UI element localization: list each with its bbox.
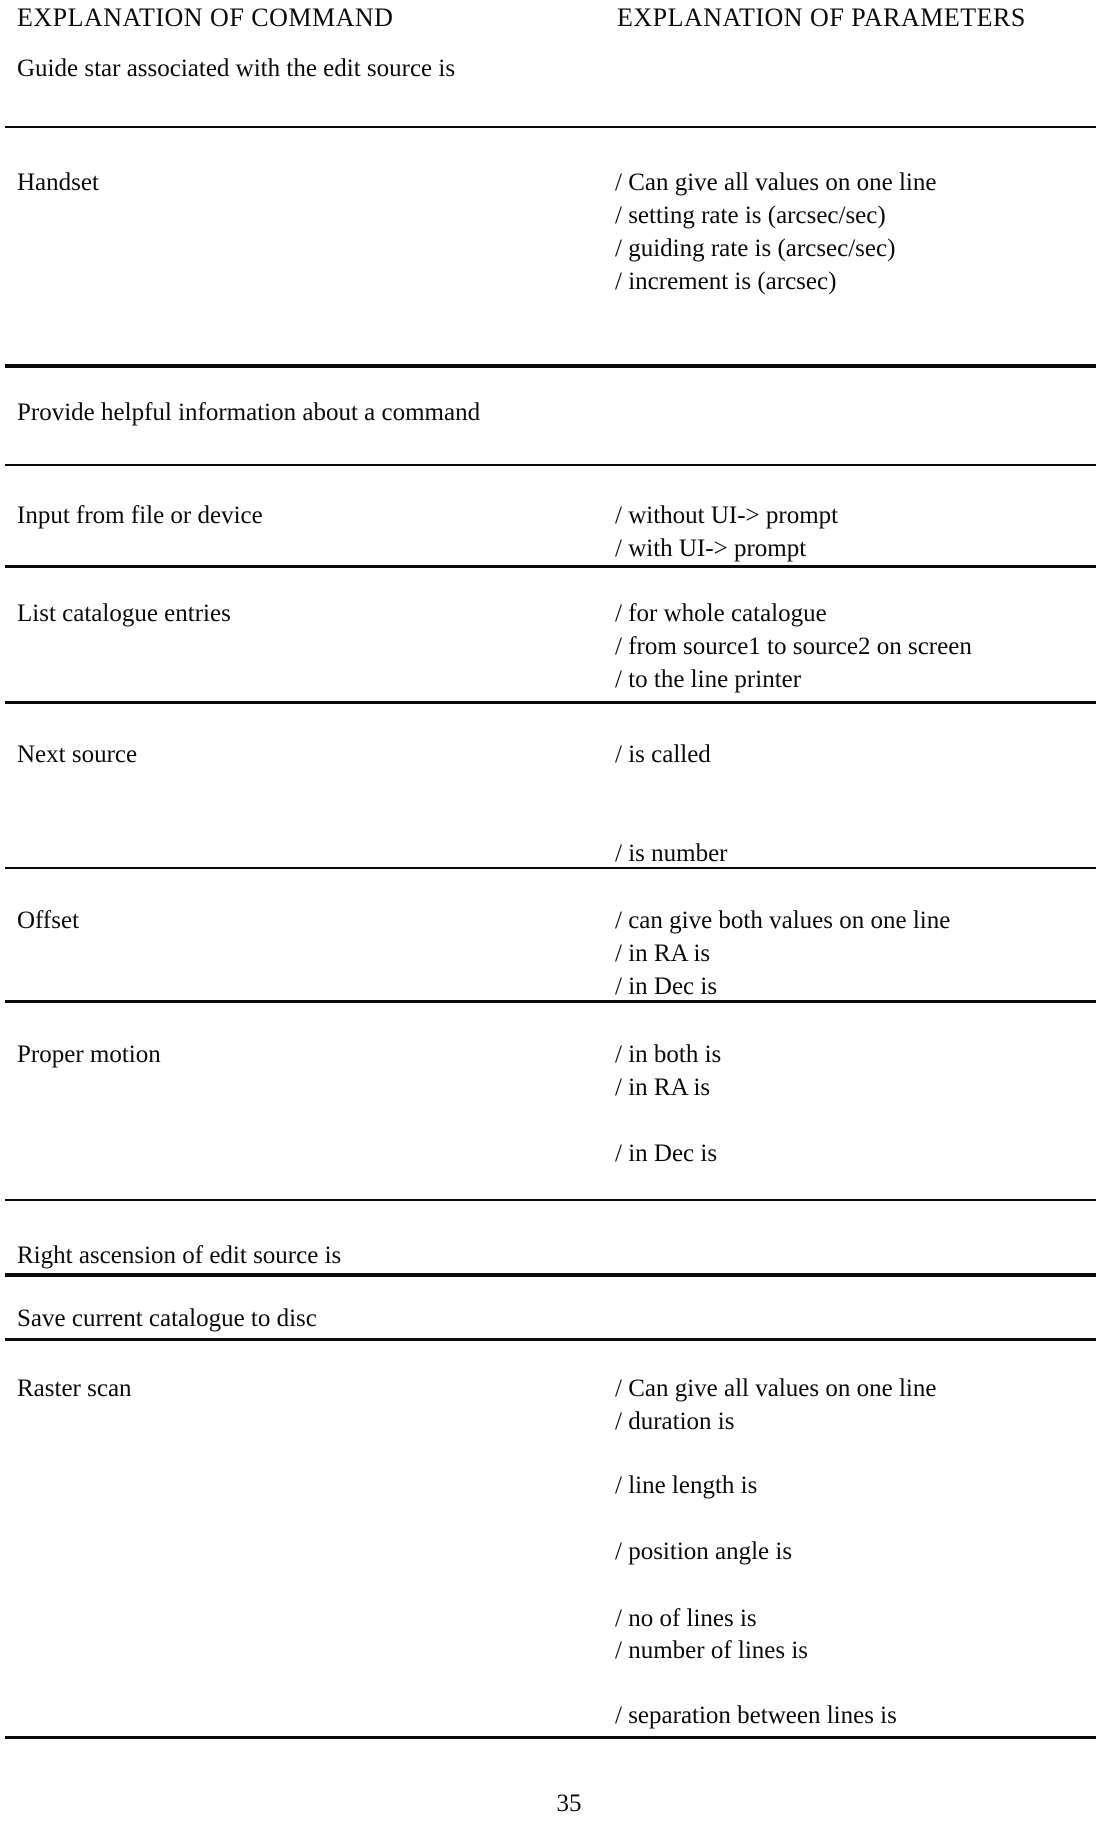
column-header-parameters: EXPLANATION OF PARAMETERS [617,3,1026,32]
param-line: / in RA is [615,940,711,967]
param-line: / in Dec is [615,1140,718,1167]
command-cell: Proper motion [17,1041,161,1068]
page-number: 35 [556,1790,582,1817]
param-line: / with UI-> prompt [615,535,807,562]
param-line: / to the line printer [615,666,802,693]
command-cell: Provide helpful information about a command [17,399,481,426]
param-line: / setting rate is (arcsec/sec) [615,202,886,229]
param-line: / for whole catalogue [615,600,827,627]
param-line: / in RA is [615,1074,711,1101]
param-line: / is number [615,840,728,867]
param-line: / guiding rate is (arcsec/sec) [615,235,896,262]
param-line: / can give both values on one line [615,907,951,934]
horizontal-rule [5,364,1096,368]
horizontal-rule [5,1736,1096,1739]
param-line: / from source1 to source2 on screen [615,633,972,660]
param-line: / increment is (arcsec) [615,268,837,295]
param-line: / line length is [615,1472,758,1499]
param-line: / separation between lines is [615,1702,897,1729]
command-cell: List catalogue entries [17,600,231,627]
param-line: / in both is [615,1041,722,1068]
param-line: / is called [615,741,711,768]
horizontal-rule [5,1000,1096,1003]
horizontal-rule [5,565,1096,568]
param-line: / number of lines is [615,1637,809,1664]
horizontal-rule [5,867,1096,869]
command-cell: Handset [17,169,99,196]
command-cell: Offset [17,907,80,934]
horizontal-rule [5,701,1096,704]
horizontal-rule [5,126,1096,128]
param-line: / position angle is [615,1538,793,1565]
horizontal-rule [5,1273,1096,1277]
command-cell: Input from file or device [17,502,263,529]
param-line: / Can give all values on one line [615,1375,937,1402]
param-line: / no of lines is [615,1605,757,1632]
command-cell: Right ascension of edit source is [17,1242,342,1269]
param-line: / Can give all values on one line [615,169,937,196]
command-cell: Raster scan [17,1375,132,1402]
horizontal-rule [5,1338,1096,1341]
param-line: / without UI-> prompt [615,502,839,529]
command-cell: Save current catalogue to disc [17,1305,317,1332]
command-cell: Next source [17,741,138,768]
command-cell: Guide star associated with the edit source is [17,55,456,82]
horizontal-rule [5,464,1096,466]
column-header-command: EXPLANATION OF COMMAND [17,3,394,32]
param-line: / in Dec is [615,973,718,1000]
horizontal-rule [5,1199,1096,1201]
param-line: / duration is [615,1408,735,1435]
